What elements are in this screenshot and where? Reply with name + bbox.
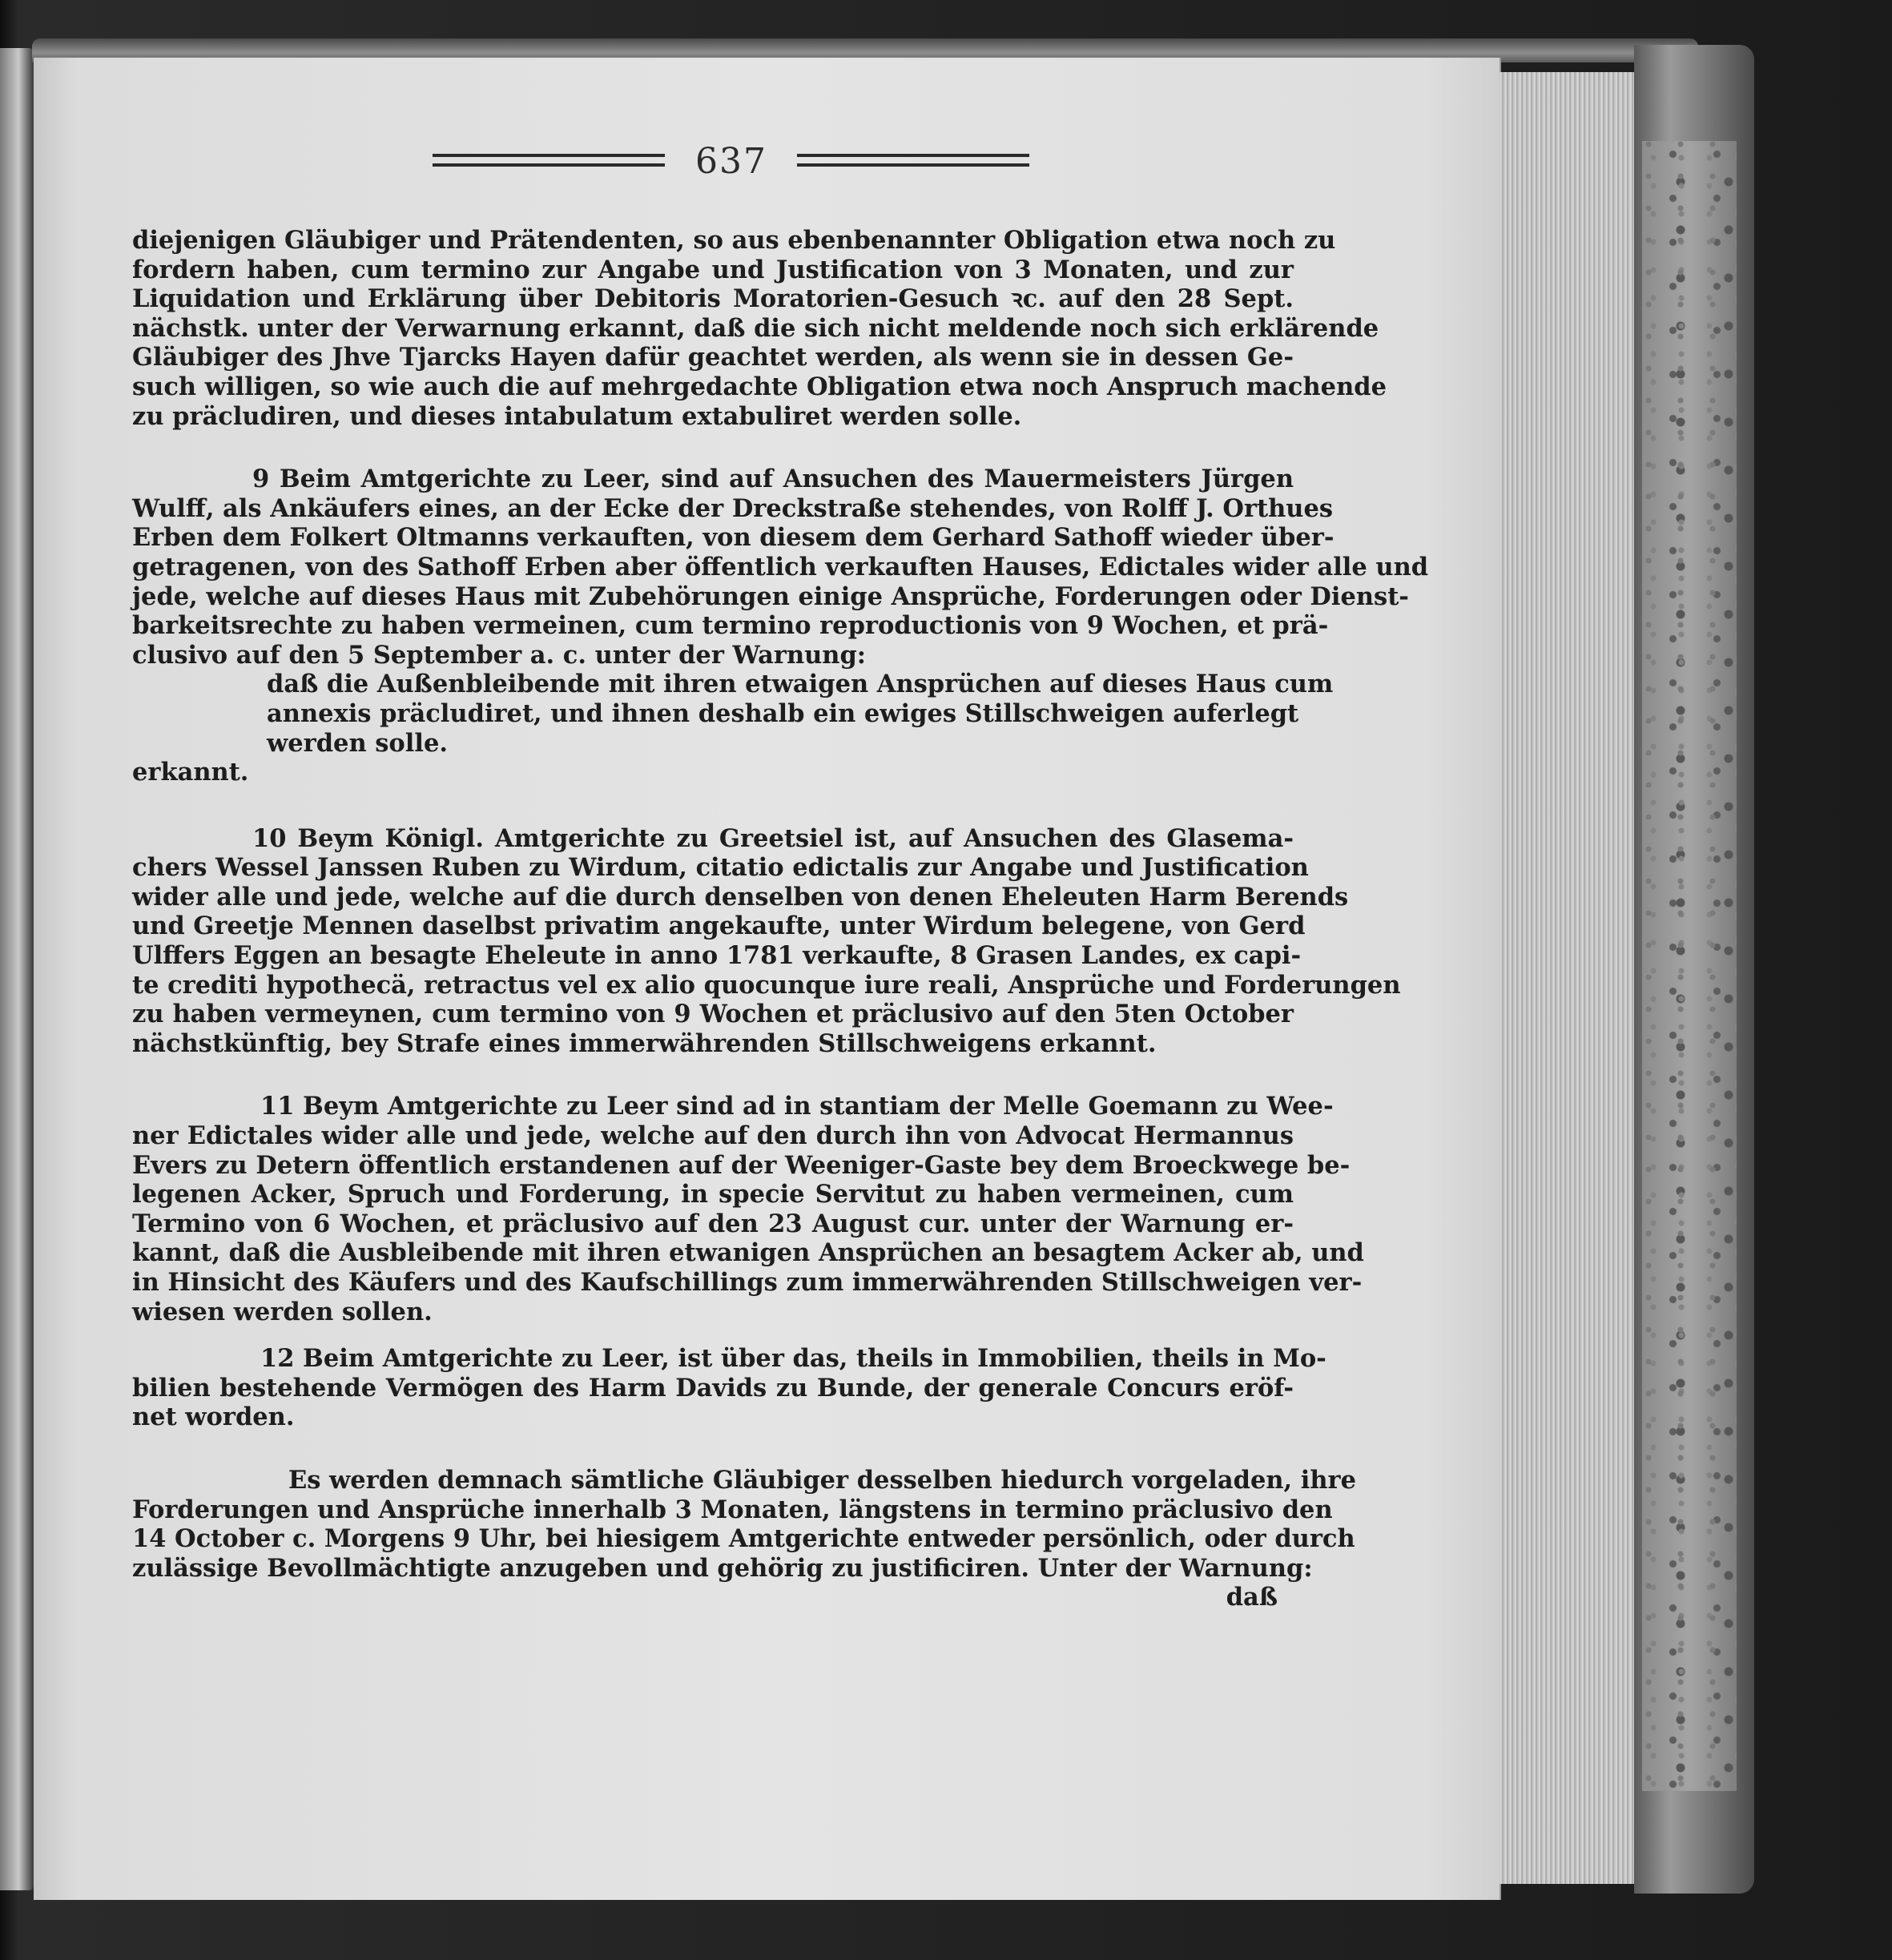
text-line: Wulff, als Ankäufers eines, an der Ecke der Dreckstraße stehendes, von Rolff J. Orthues [132, 493, 1334, 523]
page-number: 637 [695, 141, 767, 182]
paragraph-item-11 [132, 1092, 1364, 1326]
paragraph-item-9 [132, 465, 1429, 787]
text-line: nächstk. unter der Verwarnung erkannt, daß die sich nicht meldende noch sich erklärende [132, 313, 1379, 343]
text-line: wiesen werden sollen. [132, 1297, 433, 1326]
quote-line: daß die Außenbleibende mit ihren etwaigen Ansprüchen auf dieses Haus cum [267, 670, 1334, 699]
text-line: legenen Acker, Spruch und Forderung, in specie Servitut zu haben vermeinen, cum [132, 1180, 1294, 1209]
text-line: Termino von 6 Wochen, et präclusivo auf den 23 August cur. unter der Warnung er- [132, 1209, 1294, 1238]
text-line: net worden. [132, 1403, 295, 1432]
text-line: nächstkünftig, bey Strafe eines immerwährenden Stillschweigens erkannt. [132, 1028, 1157, 1058]
paragraph-intro [132, 226, 1387, 431]
paragraph-item-10 [132, 823, 1401, 1059]
text-line: clusivo auf den 5 September a. c. unter der Warnung: [132, 640, 867, 670]
text-line: te crediti hypothecä, retractus vel ex alio quocunque iure reali, Ansprüche und Forderungen [132, 970, 1401, 1000]
text-line: zu haben vermeynen, cum termino von 9 Wochen et präclusivo auf den 5ten October [132, 1000, 1294, 1029]
quote-line: annexis präcludiret, und ihnen deshalb ein ewiges Stillschweigen auferlegt [267, 698, 1299, 728]
header-rule-right [797, 154, 1029, 167]
text-line: 12 Beim Amtgerichte zu Leer, ist über das, theils in Immobilien, theils in Mo- [260, 1344, 1326, 1374]
text-line: diejenigen Gläubiger und Prätendenten, so aus ebenbenannter Obligation etwa noch zu [132, 226, 1336, 255]
text-line: Es werden demnach sämtliche Gläubiger desselben hiedurch vorgeladen, ihre [288, 1465, 1357, 1495]
text-line: 14 October c. Morgens 9 Uhr, bei hiesigem Amtgerichte entweder persönlich, oder durch [132, 1524, 1355, 1554]
text-line: getragenen, von des Sathoff Erben aber öffentlich verkauften Hauses, Edictales wider alle und [132, 552, 1429, 582]
text-line: kannt, daß die Ausbleibende mit ihren etwanigen Ansprüchen an besagtem Acker ab, und [132, 1238, 1364, 1268]
text-line: wider alle und jede, welche auf die durch denselben von denen Eheleuten Harm Berends [132, 882, 1349, 912]
text-line: 10 Beym Königl. Amtgerichte zu Greetsiel ist, auf Ansuchen des Glasema- [252, 823, 1294, 853]
text-line: zu präcludiren, und dieses intabulatum extabuliret werden solle. [132, 401, 1022, 431]
paragraph-item-12 [132, 1344, 1326, 1432]
text-line: Ulffers Eggen an besagte Eheleute in anno 1781 verkaufte, 8 Grasen Landes, ex capi- [132, 941, 1302, 971]
text-line: bilien bestehende Vermögen des Harm Davids zu Bunde, der generale Concurs eröf- [132, 1373, 1294, 1403]
text-line: jede, welche auf dieses Haus mit Zubehörungen einige Ansprüche, Forderungen oder Dienst- [132, 582, 1409, 611]
closing-word: erkannt. [132, 758, 249, 787]
left-page-edge [0, 48, 34, 1890]
catchword: daß [1226, 1583, 1278, 1612]
text-line: such willigen, so wie auch die auf mehrgedachte Obligation etwa noch Anspruch machende [132, 372, 1387, 401]
text-line: Gläubiger des Jhve Tjarcks Hayen dafür geachtet werden, als wenn sie in dessen Ge- [132, 343, 1294, 372]
quote-line: werden solle. [267, 728, 448, 758]
text-line: barkeitsrechte zu haben vermeinen, cum termino reproductionis von 9 Wochen, et prä- [132, 611, 1329, 641]
text-line: ner Edictales wider alle und jede, welche auf den durch ihn von Advocat Hermannus [132, 1121, 1294, 1151]
page-fore-edge [1500, 72, 1636, 1884]
text-line: und Greetje Mennen daselbst privatim angekaufte, unter Wirdum belegene, von Gerd [132, 912, 1306, 941]
page-header [433, 141, 1025, 181]
text-line: chers Wessel Janssen Ruben zu Wirdum, citatio edictalis zur Angabe und Justification [132, 853, 1309, 883]
text-line: Erben dem Folkert Oltmanns verkauften, von diesem dem Gerhard Sathoff wieder über- [132, 523, 1334, 553]
text-line: zulässige Bevollmächtigte anzugeben und gehörig zu justificiren. Unter der Warnung: [132, 1553, 1313, 1583]
text-line: 9 Beim Amtgerichte zu Leer, sind auf Ansuchen des Mauermeisters Jürgen [252, 465, 1294, 494]
text-line: 11 Beym Amtgerichte zu Leer sind ad in stantiam der Melle Goemann zu Wee- [260, 1092, 1334, 1121]
page-text [132, 226, 1429, 1612]
text-line: Forderungen und Ansprüche innerhalb 3 Monaten, längstens in termino präclusivo den [132, 1495, 1333, 1524]
book-cover-edge [1634, 45, 1754, 1894]
text-line: fordern haben, cum termino zur Angabe und Justification von 3 Monaten, und zur [132, 255, 1294, 284]
text-line: Liquidation und Erklärung über Debitoris Moratorien-Gesuch ꝛc. auf den 28 Sept. [132, 284, 1294, 314]
text-line: in Hinsicht des Käufers und des Kaufschillings zum immerwährenden Stillschweigen ver- [132, 1268, 1363, 1297]
header-rule-left [433, 154, 665, 167]
text-line: Evers zu Detern öffentlich erstandenen auf der Weeniger-Gaste bey dem Broeckwege be- [132, 1150, 1351, 1180]
paragraph-summons [132, 1465, 1357, 1612]
